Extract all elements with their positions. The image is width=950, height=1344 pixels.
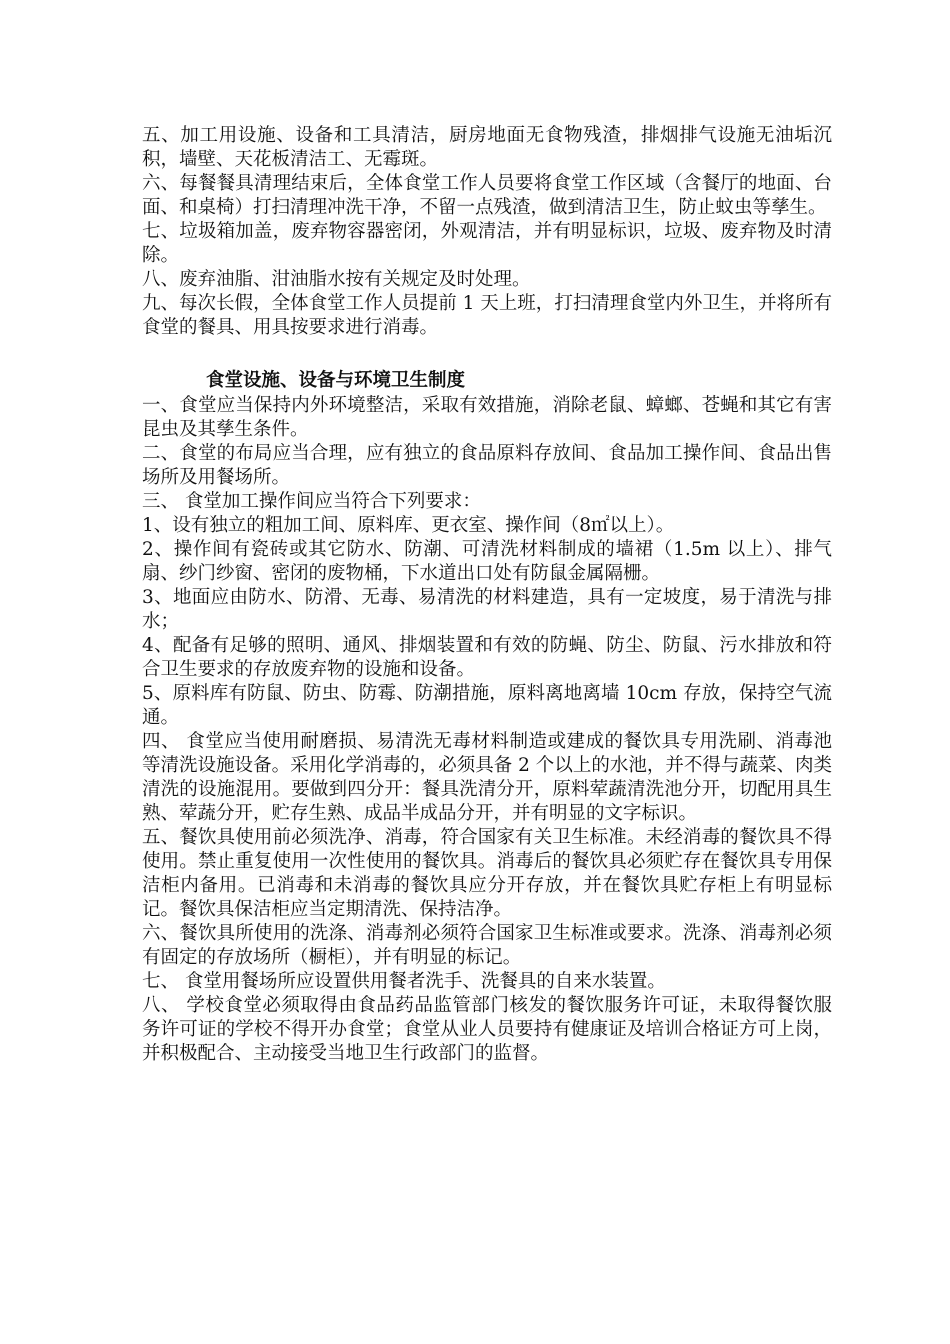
rule-item-5: 五、餐饮具使用前必须洗净、消毒，符合国家有关卫生标准。未经消毒的餐饮具不得使用。禁止重复使用一次性使用的餐饮具。消毒后的餐饮具必须贮存在餐饮具专用保洁柜内备用。已消毒和未消毒的餐饮具应分开存放，并在餐饮具贮存柜上有明显标记。餐饮具保洁柜应当定期清洗、保持洁净。: [142, 827, 832, 920]
paragraph-item-9: 九、每次长假，全体食堂工作人员提前 1 天上班，打扫清理食堂内外卫生，并将所有食堂的餐具、用具按要求进行消毒。: [142, 293, 832, 338]
rule-item-1: 一、食堂应当保持内外环境整洁，采取有效措施，消除老鼠、蟑螂、苍蝇和其它有害昆虫及其孳生条件。: [142, 395, 832, 440]
rule-item-6: 六、餐饮具所使用的洗涤、消毒剂必须符合国家卫生标准或要求。洗涤、消毒剂必须有固定的存放场所（橱柜），并有明显的标记。: [142, 923, 832, 968]
paragraph-item-7: 七、垃圾箱加盖，废弃物容器密闭，外观清洁，并有明显标识，垃圾、废弃物及时清除。: [142, 221, 832, 266]
paragraph-item-5: 五、加工用设施、设备和工具清洁，厨房地面无食物残渣，排烟排气设施无油垢沉积，墙壁、天花板清洁工、无霉斑。: [142, 125, 832, 170]
document-page: [142, 124, 832, 1066]
rule-subitem-4: 4、配备有足够的照明、通风、排烟装置和有效的防蝇、防尘、防鼠、污水排放和符合卫生要求的存放废弃物的设施和设备。: [142, 635, 832, 680]
rule-subitem-1: 1、设有独立的粗加工间、原料库、更衣室、操作间（8㎡以上）。: [142, 515, 675, 536]
rule-subitem-2: 2、操作间有瓷砖或其它防水、防潮、可清洗材料制成的墙裙（1.5m 以上）、排气扇、纱门纱窗、密闭的废物桶，下水道出口处有防鼠金属隔栅。: [142, 539, 832, 584]
paragraph-item-8: 八、废弃油脂、泔油脂水按有关规定及时处理。: [142, 269, 531, 290]
rule-item-8: 八、 学校食堂必须取得由食品药品监管部门核发的餐饮服务许可证，未取得餐饮服务许可证的学校不得开办食堂；食堂从业人员要持有健康证及培训合格证方可上岗，并积极配合、主动接受当地卫生行政部门的监督。: [142, 995, 832, 1064]
rule-item-3: 三、 食堂加工操作间应当符合下列要求：: [142, 491, 481, 512]
rule-subitem-3: 3、地面应由防水、防滑、无毒、易清洗的材料建造，具有一定坡度，易于清洗与排水；: [142, 587, 832, 632]
section-gap: [142, 340, 832, 368]
paragraph-item-6: 六、每餐餐具清理结束后，全体食堂工作人员要将食堂工作区域（含餐厅的地面、台面、和桌椅）打扫清理冲洗干净，不留一点残渣，做到清洁卫生，防止蚊虫等孳生。: [142, 173, 832, 218]
section-heading: 食堂设施、设备与环境卫生制度: [206, 370, 466, 391]
rule-item-2: 二、食堂的布局应当合理，应有独立的食品原料存放间、食品加工操作间、食品出售场所及用餐场所。: [142, 443, 832, 488]
rule-subitem-5: 5、原料库有防鼠、防虫、防霉、防潮措施，原料离地离墙 10cm 存放，保持空气流通。: [142, 683, 832, 728]
rule-item-7: 七、 食堂用餐场所应设置供用餐者洗手、洗餐具的自来水装置。: [142, 971, 666, 992]
rule-item-4: 四、 食堂应当使用耐磨损、易清洗无毒材料制造或建成的餐饮具专用洗刷、消毒池等清洗设施设备。采用化学消毒的，必须具备 2 个以上的水池，并不得与蔬菜、肉类清洗的设施混用。要做到四分开：餐具洗清分开，原料荤蔬清洗池分开，切配用具生熟、荤蔬分开，贮存生熟、成品半成品分开，并有明显的文字标识。: [142, 731, 832, 824]
